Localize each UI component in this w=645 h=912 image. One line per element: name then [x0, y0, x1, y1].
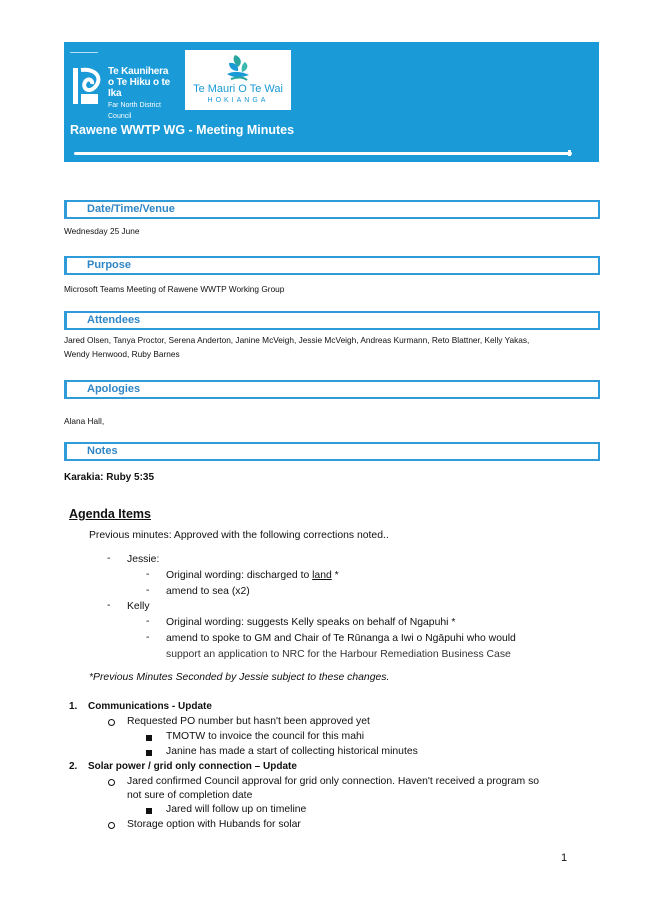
meeting-date: Wednesday 25 June	[64, 226, 140, 236]
attendees-line2: Wendy Henwood, Ruby Barnes	[64, 349, 180, 359]
section-date	[64, 200, 600, 219]
section-date-label: Date/Time/Venue	[87, 203, 175, 215]
page-number: 1	[561, 852, 568, 864]
fndc-logo-line2: o Te Hiku o te Ika	[108, 77, 171, 99]
kelly-label: Kelly	[127, 601, 150, 612]
item-point: Requested PO number but hasn't been approved yet	[127, 716, 370, 727]
item-title: Solar power / grid only connection – Update	[88, 761, 297, 772]
item-subpoint: Janine has made a start of collecting historical minutes	[166, 746, 418, 757]
jessie-label: Jessie:	[127, 554, 160, 565]
dash-bullet: -	[146, 616, 150, 627]
item-number: 1.	[69, 701, 78, 712]
tmotw-logo	[185, 50, 291, 110]
item-number: 2.	[69, 761, 78, 772]
dash-bullet: -	[107, 600, 111, 611]
apologies-value: Alana Hall,	[64, 416, 105, 426]
item-point-line2: not sure of completion date	[127, 790, 253, 801]
fndc-koru-icon	[72, 66, 104, 106]
section-apologies	[64, 380, 600, 399]
circle-bullet-icon	[108, 719, 115, 726]
kelly-amend-line2: support an application to NRC for the Harbour Remediation Business Case	[166, 649, 511, 660]
square-bullet-icon	[146, 750, 152, 756]
kelly-original-wording: Original wording: suggests Kelly speaks on behalf of Ngapuhi *	[166, 617, 456, 628]
karakia-line: Karakia: Ruby 5:35	[64, 472, 155, 483]
dash-bullet: -	[146, 632, 150, 643]
item-title: Communications - Update	[88, 701, 212, 712]
fndc-logo	[70, 52, 184, 120]
item-subpoint: Jared will follow up on timeline	[166, 804, 307, 815]
header-divider	[74, 152, 572, 155]
jessie-amend: amend to sea (x2)	[166, 586, 250, 597]
tmotw-logo-name: Te Mauri O Te Wai	[193, 83, 283, 95]
dash-bullet: -	[146, 585, 150, 596]
section-purpose-label: Purpose	[87, 259, 132, 271]
meeting-purpose: Microsoft Teams Meeting of Rawene WWTP Working Group	[64, 284, 285, 294]
kelly-amend-line1: amend to spoke to GM and Chair of Te Rūnanga a Iwi o Ngāpuhi who would	[166, 633, 516, 644]
agenda-heading: Agenda Items	[69, 507, 151, 521]
jessie-original-wording: Original wording: discharged to land *	[166, 570, 339, 581]
tmotw-logo-subtitle: HOKIANGA	[207, 97, 269, 104]
document-title: Rawene WWTP WG - Meeting Minutes	[70, 123, 295, 137]
tmotw-leaf-icon	[221, 53, 255, 83]
section-notes-label: Notes	[87, 445, 118, 457]
square-bullet-icon	[146, 735, 152, 741]
item-point-line1: Jared confirmed Council approval for grid only connection. Haven't received a program so	[127, 776, 540, 787]
fndc-logo-line3: Far North District Council	[108, 102, 161, 120]
section-apologies-label: Apologies	[87, 383, 141, 395]
item-point: Storage option with Hubands for solar	[127, 819, 301, 830]
item-subpoint: TMOTW to invoice the council for this mahi	[166, 731, 365, 742]
section-notes	[64, 442, 600, 461]
section-attendees	[64, 311, 600, 330]
dash-bullet: -	[146, 569, 150, 580]
circle-bullet-icon	[108, 822, 115, 829]
section-purpose	[64, 256, 600, 275]
header-banner	[64, 42, 599, 162]
square-bullet-icon	[146, 808, 152, 814]
dash-bullet: -	[107, 553, 111, 564]
circle-bullet-icon	[108, 779, 115, 786]
fndc-logo-line1: Te Kaunihera	[108, 66, 169, 77]
previous-minutes: Previous minutes: Approved with the following corrections noted..	[89, 530, 389, 541]
seconded-note: *Previous Minutes Seconded by Jessie subject to these changes.	[89, 672, 390, 683]
attendees-line1: Jared Olsen, Tanya Proctor, Serena Anderton, Janine McVeigh, Jessie McVeigh, Andreas Kurmann, Reto Blattner, Kelly Yakas,	[64, 335, 530, 345]
section-attendees-label: Attendees	[87, 314, 141, 326]
